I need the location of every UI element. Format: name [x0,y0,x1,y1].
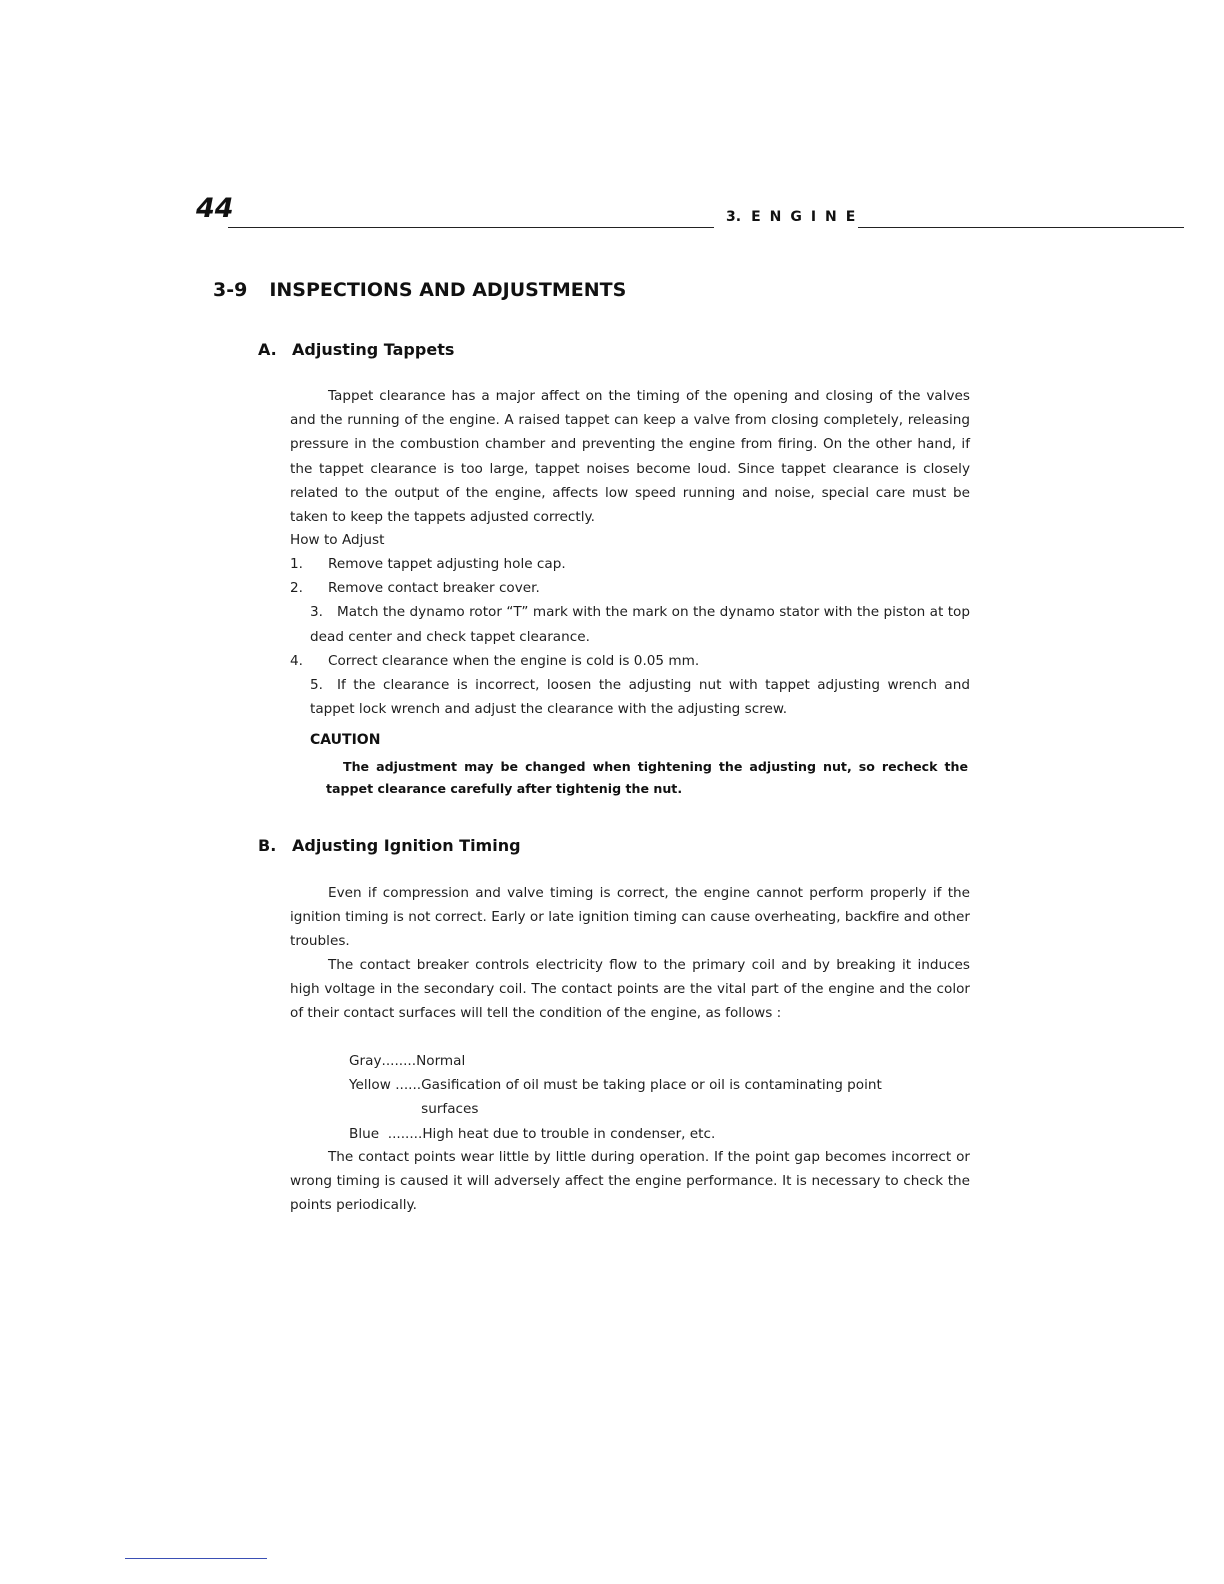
page-header [196,193,988,233]
page-number: 44 [196,193,234,224]
subsection-b-letter: B. [258,836,277,855]
how-to-adjust-label: How to Adjust [290,532,385,548]
subsection-a-title-text: Adjusting Tappets [292,340,455,359]
contact-breaker-paragraph: The contact breaker controls electricity flow to the primary coil and by breaking it induces high voltage in the secondary coil. The contact points are the vital part of the engine and the color of their contact surfaces will tell the condition of the engine, as follows : [290,957,970,1022]
step-item [290,552,970,576]
step-number: 3. [310,604,323,621]
point-color-list [349,1049,969,1146]
subsection-b-title-text: Adjusting Ignition Timing [292,836,521,855]
color-condition-row [349,1049,969,1073]
point-color: Blue [349,1125,380,1142]
chapter-number: 3. [726,209,742,225]
section-title-text: INSPECTIONS AND ADJUSTMENTS [269,279,627,301]
ignition-intro-paragraph: Even if compression and valve timing is correct, the engine cannot perform properly if the ignition timing is not correct. Early or late ignition timing can cause overheating, backfire and other troubles. [290,885,970,950]
header-rule-right [858,227,1184,228]
color-condition-row [349,1122,969,1146]
point-color: Gray [349,1053,382,1069]
tappet-intro-paragraph: Tappet clearance has a major affect on the timing of the opening and closing of the valves and the running of the engine. A raised tappet can keep a valve from closing completely, releasing pressure in the combustion chamber and preventing the engine from firing. On the other hand, if the tappet clearance is too large, tappet noises become loud. Since tappet clearance is closely related to the output of the engine, affects low speed running and noise, special care must be taken to keep the tappets adjusted correctly. [290,388,970,526]
step-number: 2. [290,580,303,597]
step-text: If the clearance is incorrect, loosen the adjusting nut with tappet adjusting wrench and tappet lock wrench and adjust the clearance with the adjusting screw. [310,677,970,718]
leader-dots: ........ [387,1125,423,1142]
subsection-a-letter: A. [258,340,277,359]
condition-meaning: High heat due to trouble in condenser, etc. [422,1125,716,1142]
caution-text: The adjustment may be changed when tightening the adjusting nut, so recheck the tappet clearance carefully after tightenig the nut. [326,759,968,796]
leader-dots: ...... [395,1077,422,1094]
chapter-title: ENGINE [751,209,865,225]
step-number: 4. [290,652,303,669]
point-color: Yellow [349,1077,391,1094]
step-text: Correct clearance when the engine is cold is 0.05 mm. [328,652,700,669]
step-item [290,576,970,600]
header-rule-left [228,227,714,228]
point-wear-paragraph: The contact points wear little by little during operation. If the point gap becomes incorrect or wrong timing is caused it will adversely affect the engine performance. It is necessary to check the points periodically. [290,1149,970,1214]
condition-meaning: Normal [416,1053,466,1069]
step-text: Match the dynamo rotor “T” mark with the mark on the dynamo stator with the piston at top dead center and check tappet clearance. [310,604,970,645]
caution-label: CAUTION [310,732,381,748]
step-number: 1. [290,556,303,572]
step-text: Remove contact breaker cover. [328,580,540,597]
section-number: 3-9 [213,279,248,301]
step-number: 5. [310,677,323,694]
step-text: Remove tappet adjusting hole cap. [328,556,566,572]
subsection-b-title [258,836,521,855]
color-condition-row [349,1073,969,1121]
condition-meaning: Gasification of oil must be taking place or oil is contaminating point surfaces [421,1077,882,1118]
step-item [290,649,970,673]
subsection-a-title [258,340,454,359]
footnote-rule [125,1558,267,1559]
section-title [213,279,626,301]
adjustment-steps [290,552,970,721]
step-item [290,600,970,648]
leader-dots: ........ [381,1053,417,1069]
chapter-heading [726,209,864,225]
step-item [290,673,970,721]
